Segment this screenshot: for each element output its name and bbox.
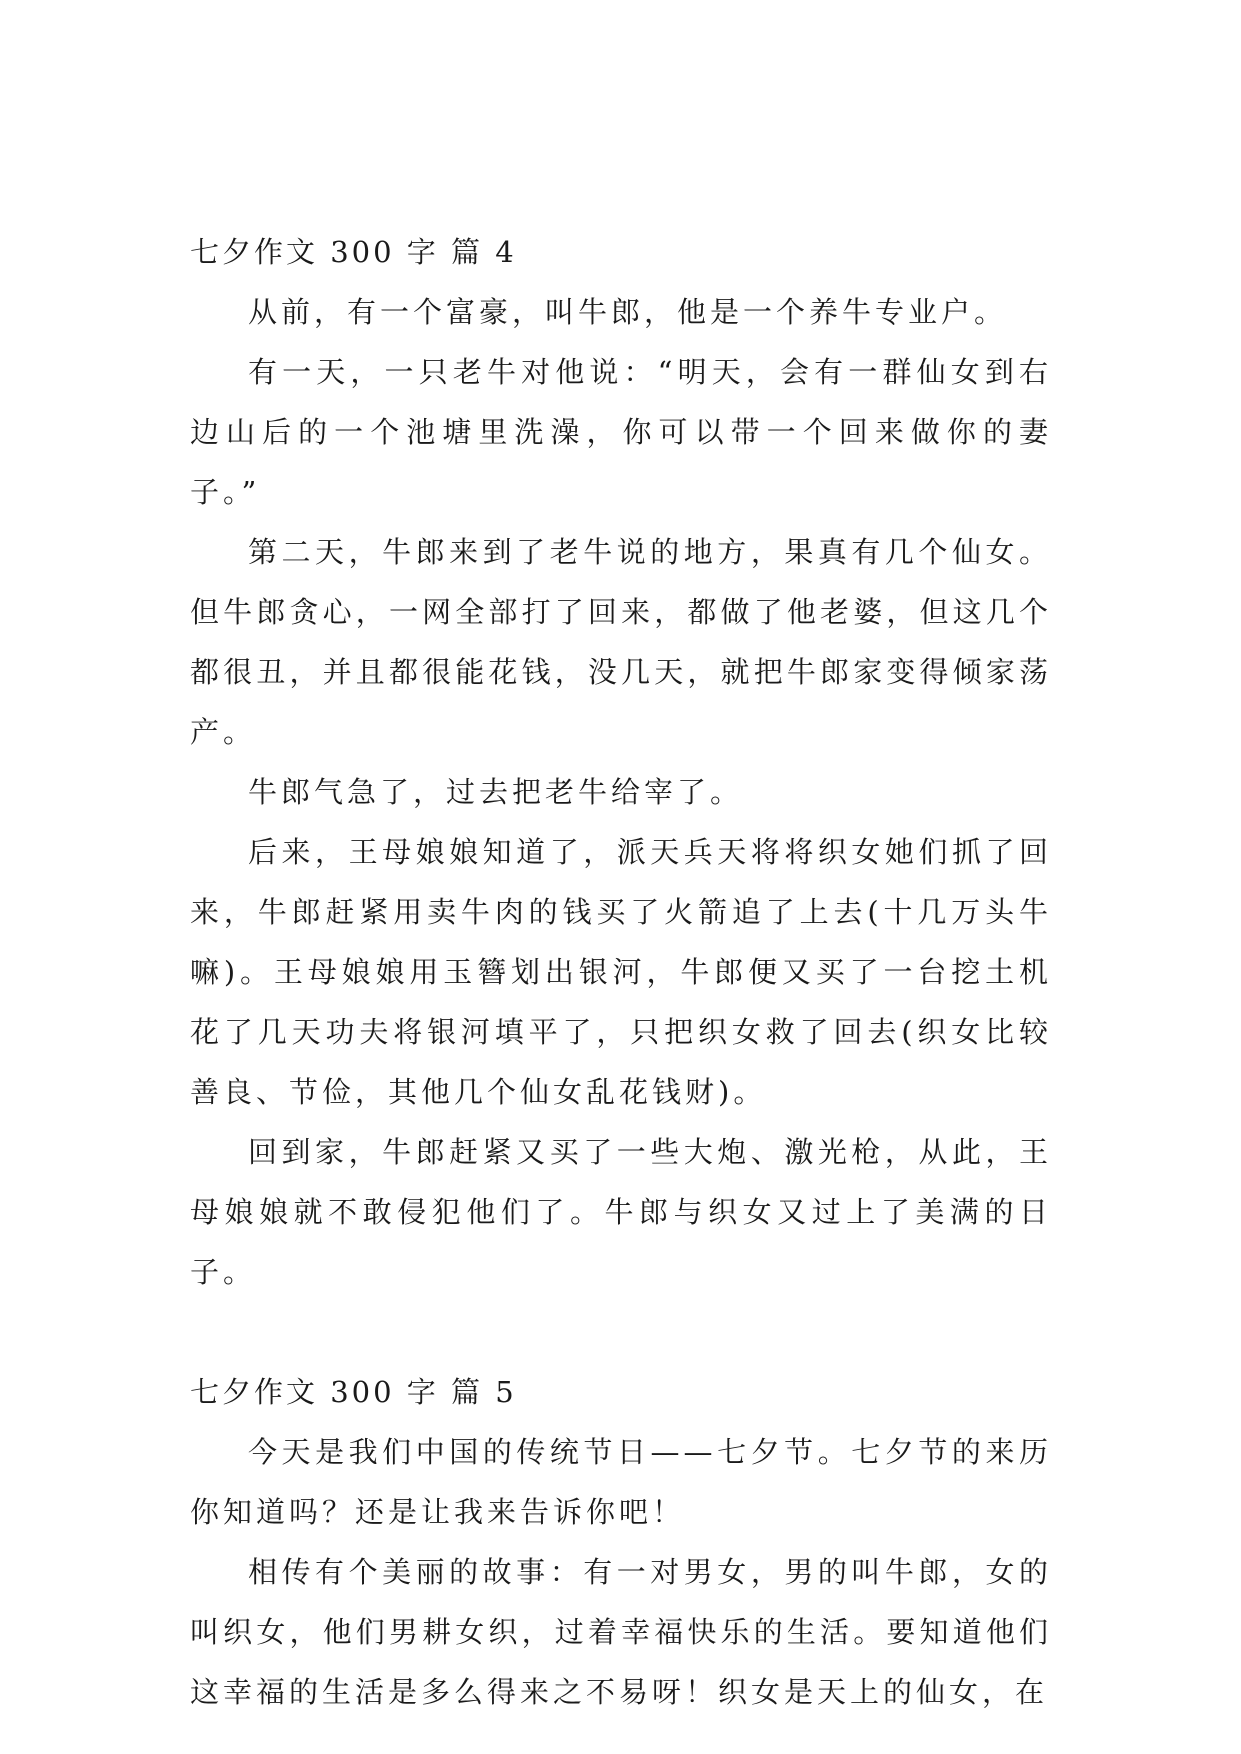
essay-section-5 xyxy=(190,1362,1052,1722)
section-spacer xyxy=(190,1302,1052,1362)
paragraph: 从前，有一个富豪，叫牛郎，他是一个养牛专业户。 xyxy=(248,295,1008,329)
paragraph: 有一天，一只老牛对他说：“明天，会有一群仙女到右边山后的一个池塘里洗澡，你可以带一个回来做你的妻子。” xyxy=(190,355,1052,509)
paragraph: 今天是我们中国的传统节日——七夕节。七夕节的来历你知道吗？还是让我来告诉你吧！ xyxy=(190,1435,1052,1529)
paragraph: 牛郎气急了，过去把老牛给宰了。 xyxy=(248,775,744,809)
document-body xyxy=(190,222,1052,1722)
paragraph: 第二天，牛郎来到了老牛说的地方，果真有几个仙女。但牛郎贪心，一网全部打了回来，都做了他老婆，但这几个都很丑，并且都很能花钱，没几天，就把牛郎家变得倾家荡产。 xyxy=(190,535,1052,749)
paragraph: 后来，王母娘娘知道了，派天兵天将将织女她们抓了回来，牛郎赶紧用卖牛肉的钱买了火箭追了上去(十几万头牛嘛)。王母娘娘用玉簪划出银河，牛郎便又买了一台挖土机花了几天功夫将银河填平了，只把织女救了回去(织女比较善良、节俭，其他几个仙女乱花钱财)。 xyxy=(190,835,1052,1109)
paragraph: 相传有个美丽的故事：有一对男女，男的叫牛郎，女的叫织女，他们男耕女织，过着幸福快乐的生活。要知道他们这幸福的生活是多么得来之不易呀！织女是天上的仙女，在 xyxy=(190,1555,1052,1709)
section-title: 七夕作文 300 字 篇 5 xyxy=(190,1375,517,1409)
paragraph: 回到家，牛郎赶紧又买了一些大炮、激光枪，从此，王母娘娘就不敢侵犯他们了。牛郎与织女又过上了美满的日子。 xyxy=(190,1135,1052,1289)
essay-section-4 xyxy=(190,222,1052,1302)
section-title: 七夕作文 300 字 篇 4 xyxy=(190,235,517,269)
